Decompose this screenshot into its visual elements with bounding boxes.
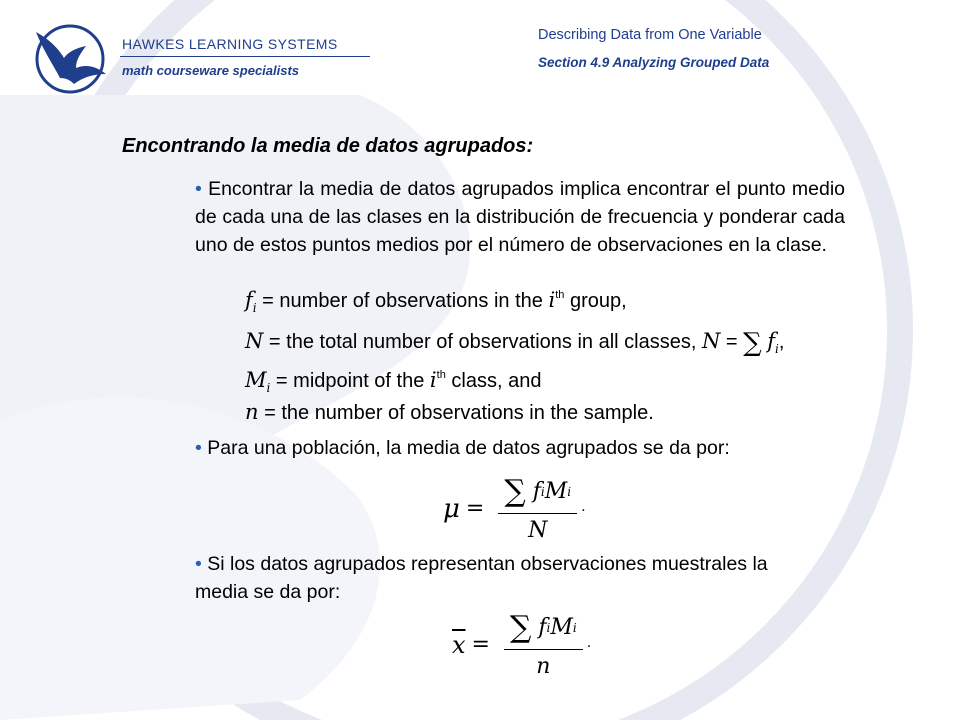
definition-Mi: $M_i$ = midpoint of the $i^{th}$ class, and	[245, 368, 542, 395]
definition-text: group,	[569, 290, 627, 312]
paragraph-text: Si los datos agrupados representan observaciones muestrales la media se da por:	[195, 553, 768, 603]
paragraph-text: Encontrar la media de datos agrupados implica encontrar el punto medio de cada una de las clases en la distribución de frecuencia y ponderar cada uno de estos puntos medios por el número de observaciones en la clase.	[195, 178, 845, 256]
bullet-icon: •	[195, 178, 202, 200]
paragraph-sample	[195, 550, 815, 606]
paragraph-text: Para una población, la media de datos agrupados se da por:	[207, 437, 730, 459]
definition-fi: $f_i$ = number of observations in the $i^{th}$ group,	[245, 288, 627, 315]
sample-mean-formula: $\overline{x}$ = ∑ f i M i n .	[452, 610, 592, 679]
chapter-title: Describing Data from One Variable	[538, 27, 762, 43]
company-name: HAWKES LEARNING SYSTEMS	[122, 36, 338, 52]
slide-heading: Encontrando la media de datos agrupados:	[122, 135, 534, 157]
definition-text: class, and	[451, 370, 542, 392]
xbar-symbol: $\overline{x}$	[452, 630, 466, 659]
definition-N: N = the total number of observations in all classes, N = ∑ $f_i$,	[245, 328, 785, 358]
bullet-icon: •	[195, 437, 202, 459]
definition-text: the total number of observations in all classes,	[286, 331, 697, 353]
paragraph-population	[195, 434, 730, 462]
definition-text: midpoint of the	[293, 370, 425, 392]
section-title: Section 4.9 Analyzing Grouped Data	[538, 55, 770, 70]
definition-text: number of observations in the	[279, 290, 543, 312]
paragraph-grouped-mean	[195, 175, 845, 259]
company-tagline: math courseware specialists	[122, 63, 300, 78]
hawk-icon	[30, 22, 112, 96]
company-divider	[120, 56, 370, 57]
bullet-icon: •	[195, 553, 202, 575]
definition-text: the number of observations in the sample.	[281, 402, 654, 424]
definition-n: n = the number of observations in the sample.	[245, 400, 654, 424]
population-mean-formula: μ = ∑ f i M i N .	[443, 474, 586, 543]
mu-symbol: μ	[443, 493, 460, 524]
